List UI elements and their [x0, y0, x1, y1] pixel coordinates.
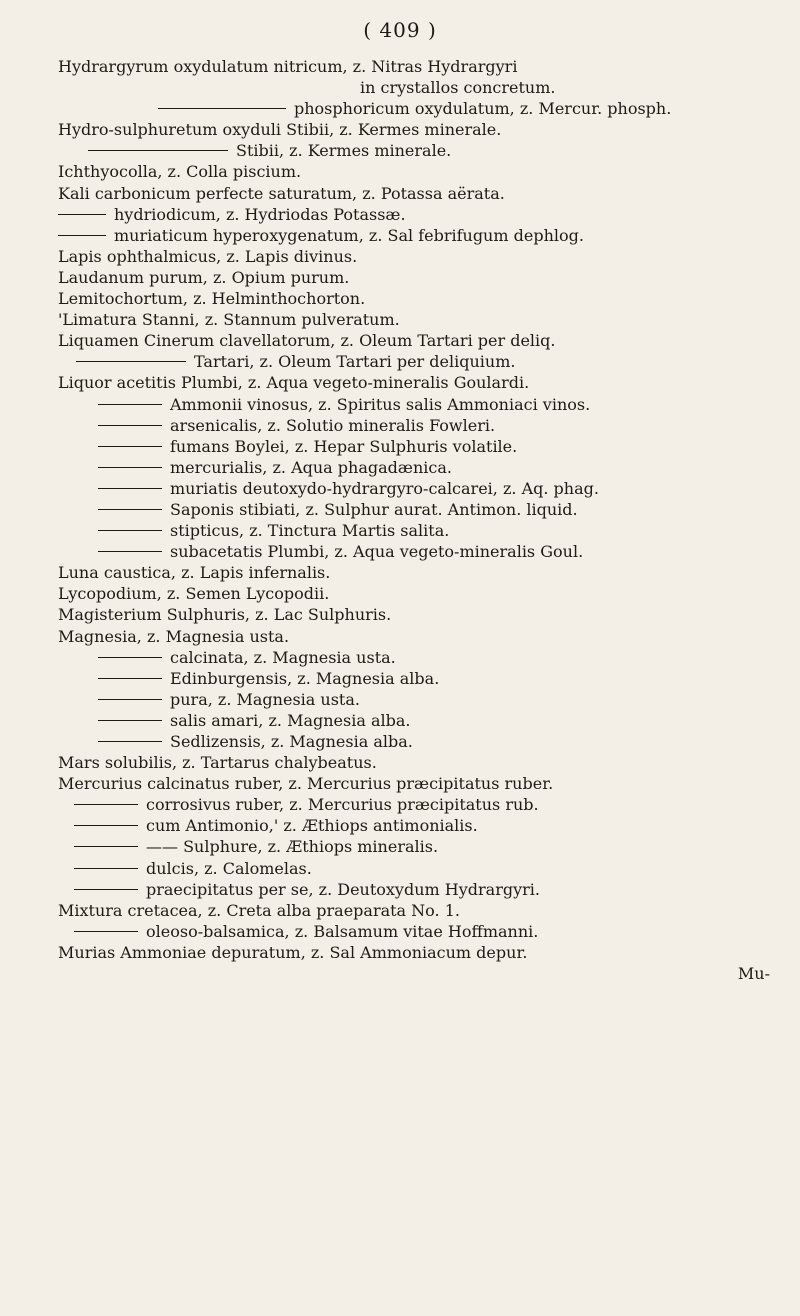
entry-text: subacetatis Plumbi, z. Aqua vegeto-mineralis Goul. [170, 542, 584, 562]
ditto-dash [98, 425, 162, 426]
entry-text: Hydro-sulphuretum oxyduli Stibii, z. Kermes minerale. [58, 120, 502, 140]
glossary-entry [58, 541, 770, 562]
glossary-entry [58, 288, 770, 309]
ditto-dash [98, 678, 162, 679]
entry-text: fumans Boylei, z. Hepar Sulphuris volatile. [170, 436, 518, 456]
glossary-entry [58, 394, 770, 415]
glossary-entry [58, 963, 770, 984]
ditto-dash [58, 235, 106, 236]
ditto-dash [98, 446, 162, 447]
entry-text: mercurialis, z. Aqua phagadænica. [170, 457, 452, 477]
entry-text: stipticus, z. Tinctura Martis salita. [170, 521, 450, 541]
entry-text: Tartari, z. Oleum Tartari per deliquium. [194, 352, 516, 372]
glossary-entry [58, 752, 770, 773]
entry-text: 'Limatura Stanni, z. Stannum pulveratum. [58, 310, 400, 330]
entry-text: Lapis ophthalmicus, z. Lapis divinus. [58, 246, 358, 266]
entry-text: Hydrargyrum oxydulatum nitricum, z. Nitras Hydrargyri [58, 57, 518, 76]
entry-text: oleoso-balsamica, z. Balsamum vitae Hoffmanni. [146, 921, 539, 941]
entry-text: Ichthyocolla, z. Colla piscium. [58, 162, 302, 182]
entry-text: Mars solubilis, z. Tartarus chalybeatus. [58, 753, 377, 773]
glossary-entry [58, 372, 770, 393]
glossary-entry [58, 668, 770, 689]
glossary-entry [58, 626, 770, 647]
ditto-dash [158, 108, 286, 109]
ditto-dash [74, 931, 138, 932]
entry-text: cum Antimonio,' z. Æthiops antimonialis. [146, 816, 478, 836]
entry-text: Laudanum purum, z. Opium purum. [58, 267, 350, 287]
entry-text: corrosivus ruber, z. Mercurius præcipitatus rub. [146, 795, 539, 815]
glossary-entry [58, 731, 770, 752]
entry-text: Mercurius calcinatus ruber, z. Mercurius præcipitatus ruber. [58, 774, 554, 794]
glossary-entry [58, 858, 770, 879]
glossary-entry [58, 457, 770, 478]
ditto-dash [76, 361, 186, 362]
glossary-entry [58, 499, 770, 520]
glossary-entry [58, 689, 770, 710]
glossary-entry [58, 436, 770, 457]
entry-text: arsenicalis, z. Solutio mineralis Fowleri. [170, 415, 496, 435]
entry-text: Lycopodium, z. Semen Lycopodii. [58, 584, 330, 604]
entry-text: Saponis stibiati, z. Sulphur aurat. Antimon. liquid. [170, 499, 578, 519]
entry-text: Stibii, z. Kermes minerale. [236, 141, 452, 161]
entry-text: Mixtura cretacea, z. Creta alba praeparata No. 1. [58, 900, 460, 920]
entry-text: Edinburgensis, z. Magnesia alba. [170, 668, 440, 688]
entry-text: pura, z. Magnesia usta. [170, 689, 360, 709]
ditto-dash [98, 699, 162, 700]
glossary-entry [58, 119, 770, 140]
entry-text: —— Sulphure, z. Æthiops mineralis. [146, 837, 439, 857]
glossary-entry [58, 815, 770, 836]
entry-text: Magisterium Sulphuris, z. Lac Sulphuris. [58, 605, 392, 625]
glossary-entry [58, 140, 770, 161]
entry-text: Magnesia, z. Magnesia usta. [58, 626, 290, 646]
glossary-entry [58, 161, 770, 182]
ditto-dash [98, 551, 162, 552]
entry-text: dulcis, z. Calomelas. [146, 858, 312, 878]
glossary-entry [58, 478, 770, 499]
ditto-dash [98, 720, 162, 721]
glossary-entry [58, 415, 770, 436]
entry-text: calcinata, z. Magnesia usta. [170, 647, 396, 667]
glossary-entry [58, 879, 770, 900]
entry-text: Ammonii vinosus, z. Spiritus salis Ammoniaci vinos. [170, 394, 591, 414]
glossary-entry [58, 647, 770, 668]
glossary-entry [58, 520, 770, 541]
entry-text: Mu- [737, 964, 770, 984]
entry-text: Liquamen Cinerum clavellatorum, z. Oleum Tartari per deliq. [58, 331, 556, 351]
ditto-dash [74, 825, 138, 826]
entry-text: Luna caustica, z. Lapis infernalis. [58, 563, 331, 583]
ditto-dash [74, 804, 138, 805]
glossary-entry [58, 921, 770, 942]
ditto-dash [74, 889, 138, 890]
entry-text: Murias Ammoniae depuratum, z. Sal Ammoniacum depur. [58, 942, 528, 962]
ditto-dash [98, 488, 162, 489]
glossary-entry [58, 710, 770, 731]
ditto-dash [98, 530, 162, 531]
entry-text: Sedlizensis, z. Magnesia alba. [170, 732, 413, 751]
ditto-dash [98, 657, 162, 658]
glossary-entry [58, 583, 770, 604]
glossary-entry [58, 942, 770, 963]
glossary-entry [58, 77, 770, 98]
entry-text: Liquor acetitis Plumbi, z. Aqua vegeto-mineralis Goulardi. [58, 373, 530, 393]
glossary-entry [58, 351, 770, 372]
entry-text: muriatis deutoxydo-hydrargyro-calcarei, z. Aq. phag. [170, 478, 599, 498]
entry-text: phosphoricum oxydulatum, z. Mercur. phosph. [294, 99, 672, 119]
glossary-entry [58, 562, 770, 583]
ditto-dash [98, 467, 162, 468]
glossary-entry [58, 98, 770, 119]
glossary-entry [58, 836, 770, 857]
ditto-dash [88, 150, 228, 151]
glossary-entry [58, 330, 770, 351]
entry-text: Lemitochortum, z. Helminthochorton. [58, 289, 366, 309]
glossary-entry [58, 204, 770, 225]
glossary-entry [58, 794, 770, 815]
glossary-entries [58, 56, 770, 984]
glossary-entry [58, 56, 770, 77]
entry-text: in crystallos concretum. [360, 78, 556, 98]
ditto-dash [74, 868, 138, 869]
ditto-dash [74, 846, 138, 847]
glossary-entry [58, 604, 770, 625]
ditto-dash [98, 404, 162, 405]
entry-text: hydriodicum, z. Hydriodas Potassæ. [114, 204, 406, 224]
entry-text: Kali carbonicum perfecte saturatum, z. Potassa aërata. [58, 183, 505, 203]
ditto-dash [98, 509, 162, 510]
entry-text: salis amari, z. Magnesia alba. [170, 710, 411, 730]
glossary-entry [58, 246, 770, 267]
entry-text: muriaticum hyperoxygenatum, z. Sal febrifugum dephlog. [114, 225, 584, 245]
glossary-entry [58, 267, 770, 288]
ditto-dash [98, 741, 162, 742]
page-number: ( 409 ) [363, 18, 437, 42]
glossary-entry [58, 225, 770, 246]
glossary-entry [58, 183, 770, 204]
glossary-entry [58, 773, 770, 794]
entry-text: praecipitatus per se, z. Deutoxydum Hydrargyri. [146, 879, 540, 899]
glossary-entry [58, 900, 770, 921]
glossary-entry [58, 309, 770, 330]
ditto-dash [58, 214, 106, 215]
